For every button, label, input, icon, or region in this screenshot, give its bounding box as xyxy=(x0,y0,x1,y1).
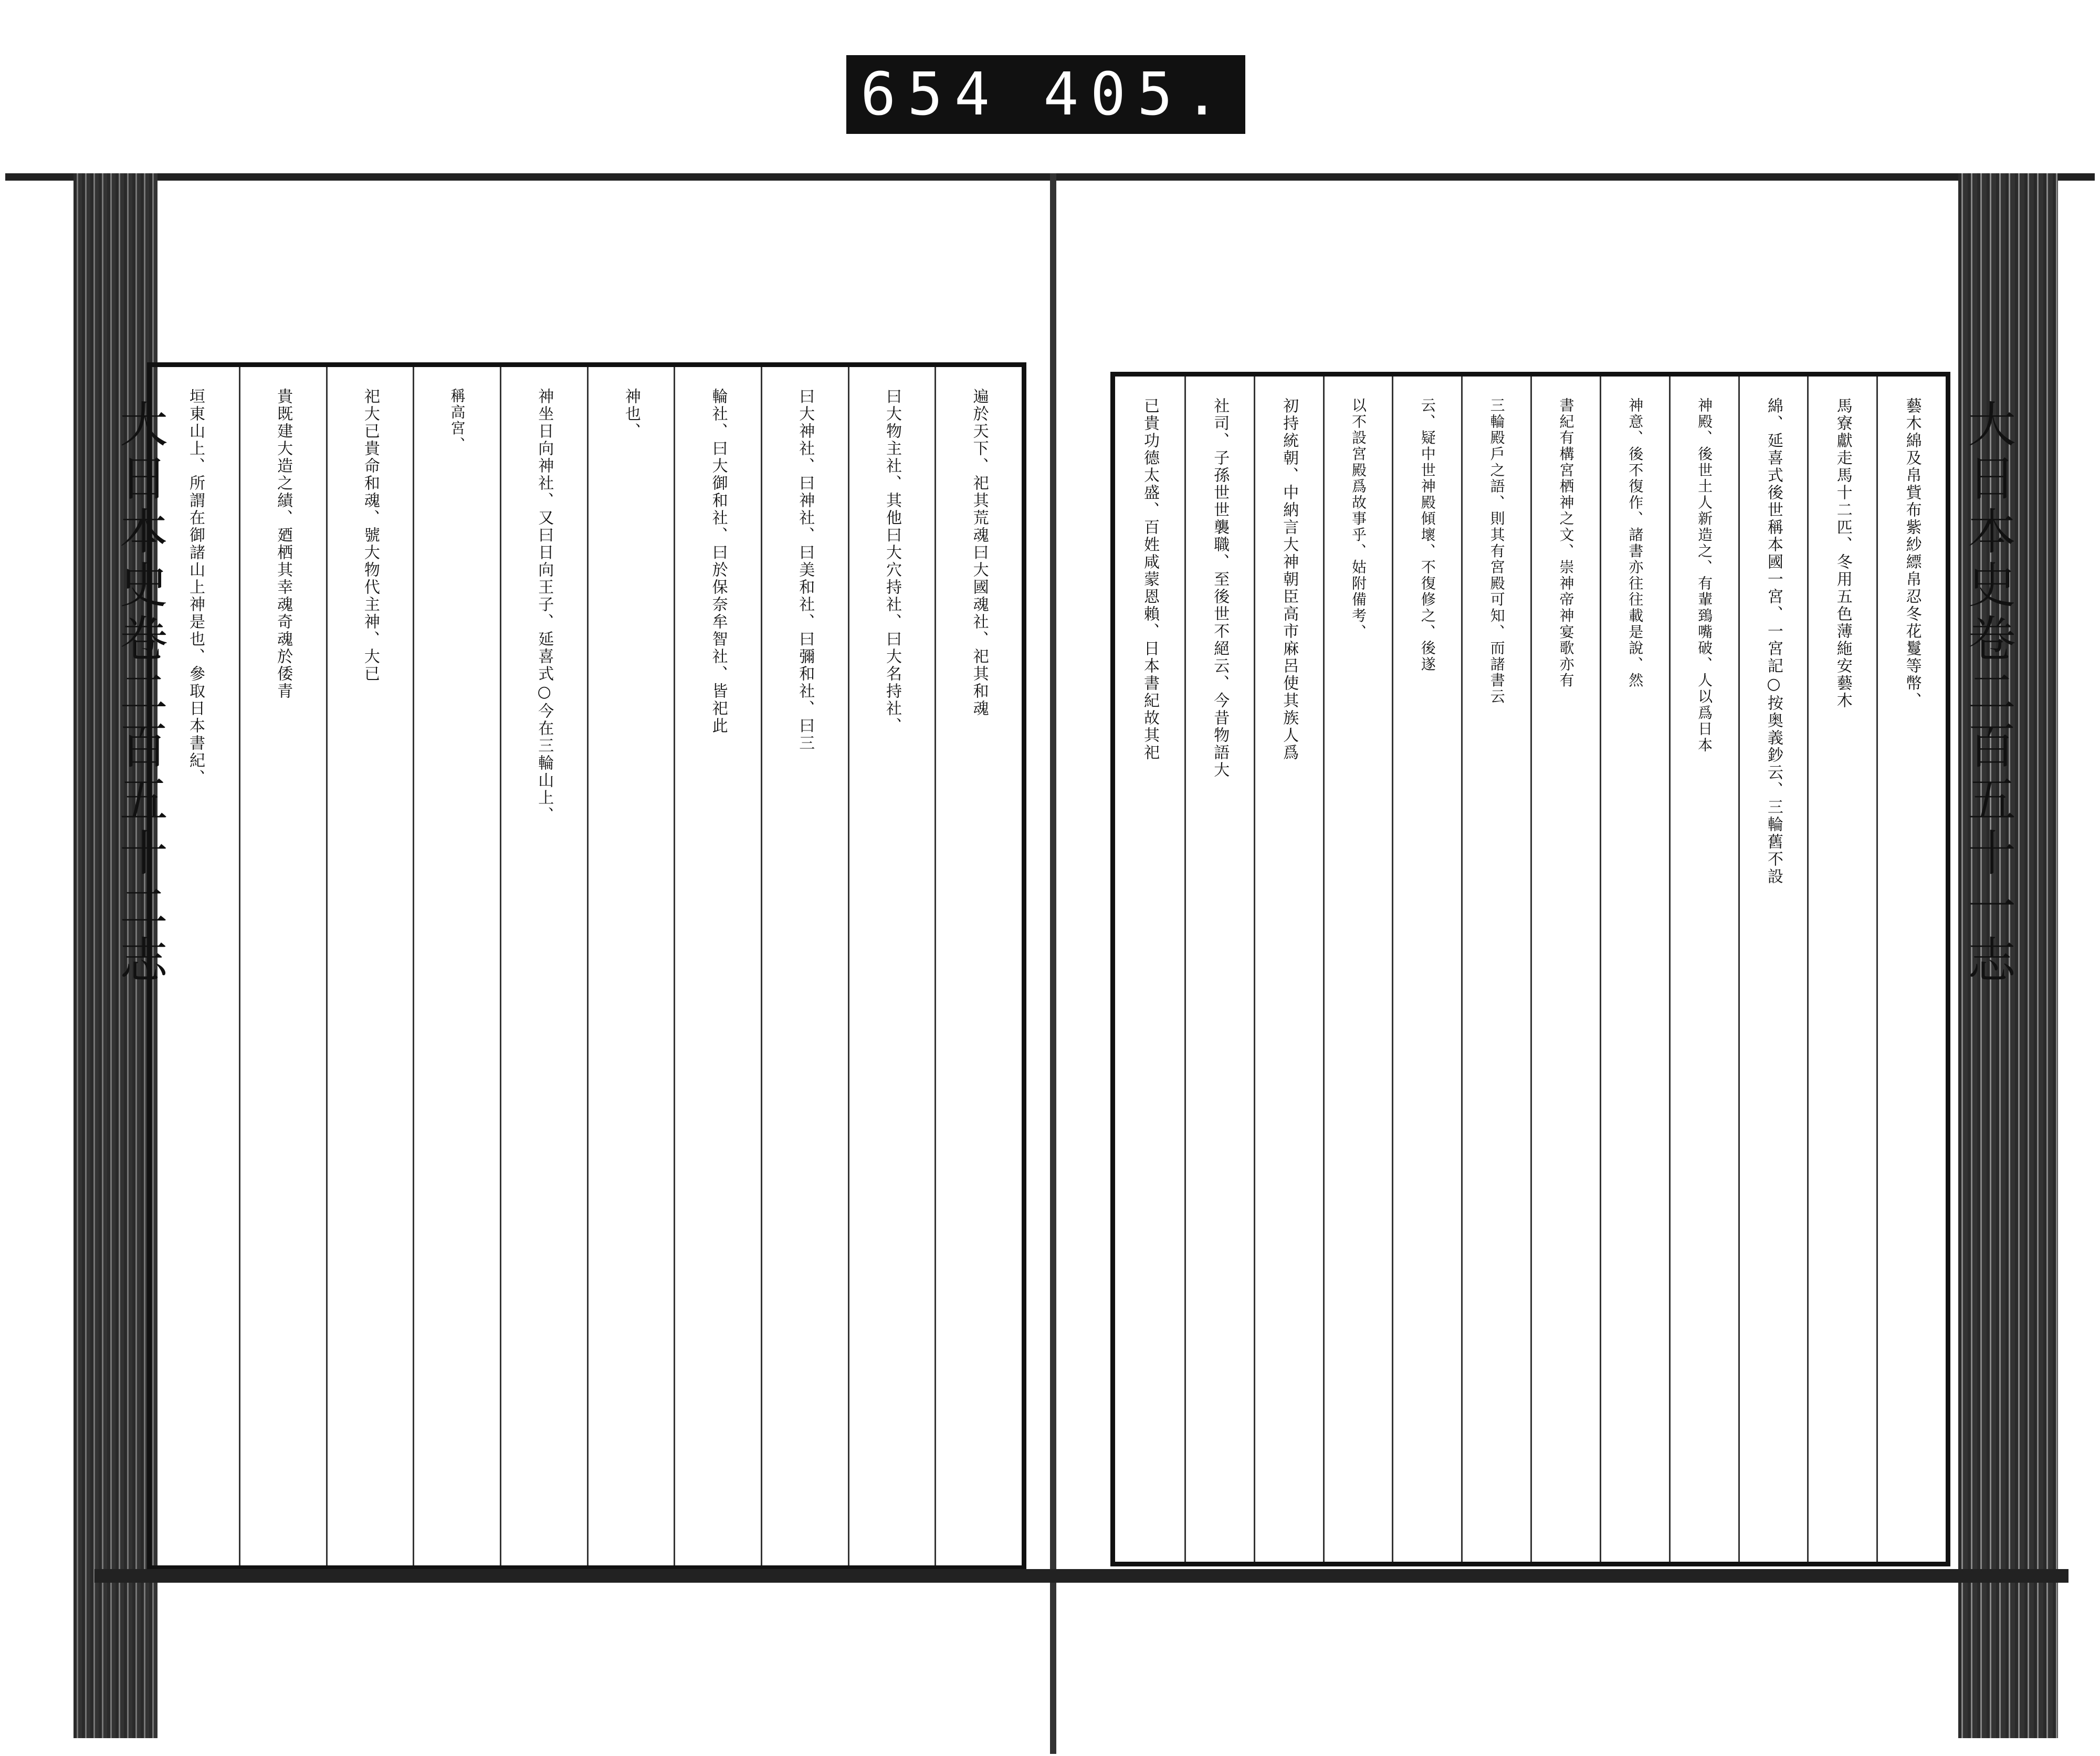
text-column xyxy=(848,367,935,1565)
column-text: 祀大已貴命和魂、號大物代主神、大已 xyxy=(361,388,380,683)
text-column xyxy=(1669,377,1738,1562)
text-column xyxy=(934,367,1022,1565)
right-page-frame xyxy=(1110,372,1950,1566)
left-margin-caption: 大日本史卷二百五十二志 xyxy=(112,399,168,988)
column-text: 神也、 xyxy=(622,388,640,440)
text-column xyxy=(152,367,239,1565)
reel-number-left: 654 xyxy=(860,60,1002,129)
text-column xyxy=(1323,377,1392,1562)
text-column xyxy=(413,367,500,1565)
book-gutter xyxy=(1050,173,1056,1754)
column-text: 神殿、後世土人新造之、有輩鵄嘴破、人以爲日本 xyxy=(1696,398,1714,754)
text-column xyxy=(239,367,326,1565)
microfilm-frame-label xyxy=(846,55,1245,134)
reel-number-right: 405. xyxy=(1043,60,1232,129)
column-text: 貴既建大造之績、廼栖其幸魂奇魂於倭青 xyxy=(274,388,293,700)
column-text: 曰大物主社、其他曰大穴持社、曰大名持社、 xyxy=(883,388,901,735)
column-text: 已貴功德太盛、百姓咸蒙恩賴、日本書紀故其祀 xyxy=(1140,398,1159,761)
text-column xyxy=(326,367,413,1565)
column-text: 神意、後不復作、諸書亦往往載是說、然 xyxy=(1626,398,1644,689)
right-page-columns xyxy=(1115,377,1946,1562)
binding-bottom-bar xyxy=(94,1569,2068,1583)
text-column xyxy=(1184,377,1254,1562)
column-text: 輪社、曰大御和社、曰於保奈牟智社、皆祀此 xyxy=(709,388,728,735)
column-text: 社司、子孫世世襲職、至後世不絕云、今昔物語大 xyxy=(1211,398,1230,779)
text-column xyxy=(1254,377,1323,1562)
left-page-columns xyxy=(152,367,1022,1565)
column-text: 云、疑中世神殿傾壞、不復修之、後遂 xyxy=(1419,398,1436,673)
column-text: 馬寮獻走馬十二匹、冬用五色薄絁安藝木 xyxy=(1833,398,1852,709)
column-text: 綿、延喜式後世稱本國一宮、一宮記○按奥義鈔云、三輪舊不設 xyxy=(1764,398,1783,885)
text-column xyxy=(1115,377,1184,1562)
column-text: 曰大神社、曰神社、曰美和社、曰彌和社、曰三 xyxy=(796,388,815,752)
column-text: 書紀有構宮栖神之文、崇神帝神宴歌亦有 xyxy=(1557,398,1575,689)
text-column xyxy=(1807,377,1876,1562)
text-column xyxy=(587,367,674,1565)
text-column xyxy=(1461,377,1530,1562)
column-text: 稱高宮、 xyxy=(448,388,466,453)
right-margin-caption: 大日本史卷二百五十一志 xyxy=(1960,399,2016,988)
column-text: 神坐日向神社、又曰日向王子、延喜式○今在三輪山上、 xyxy=(535,388,554,824)
text-column xyxy=(674,367,761,1565)
text-column xyxy=(1530,377,1600,1562)
text-column xyxy=(1738,377,1808,1562)
text-column xyxy=(1876,377,1946,1562)
column-text: 遍於天下、祀其荒魂曰大國魂社、祀其和魂 xyxy=(970,388,989,717)
left-page-frame xyxy=(147,362,1026,1570)
column-text: 以不設宮殿爲故事乎、姑附備考、 xyxy=(1349,398,1367,640)
text-column xyxy=(1392,377,1461,1562)
text-column xyxy=(761,367,848,1565)
column-text: 垣東山上、所謂在御諸山上神是也、參取日本書紀、 xyxy=(186,388,205,787)
text-column xyxy=(500,367,587,1565)
column-text: 初持統朝、中納言大神朝臣高市麻呂使其族人爲 xyxy=(1280,398,1299,761)
column-text: 藝木綿及帛貲布紫紗縹帛忍冬花鬘等幣、 xyxy=(1903,398,1922,709)
text-column xyxy=(1600,377,1669,1562)
column-text: 三輪殿戶之語、則其有宮殿可知、而諸書云 xyxy=(1488,398,1506,705)
